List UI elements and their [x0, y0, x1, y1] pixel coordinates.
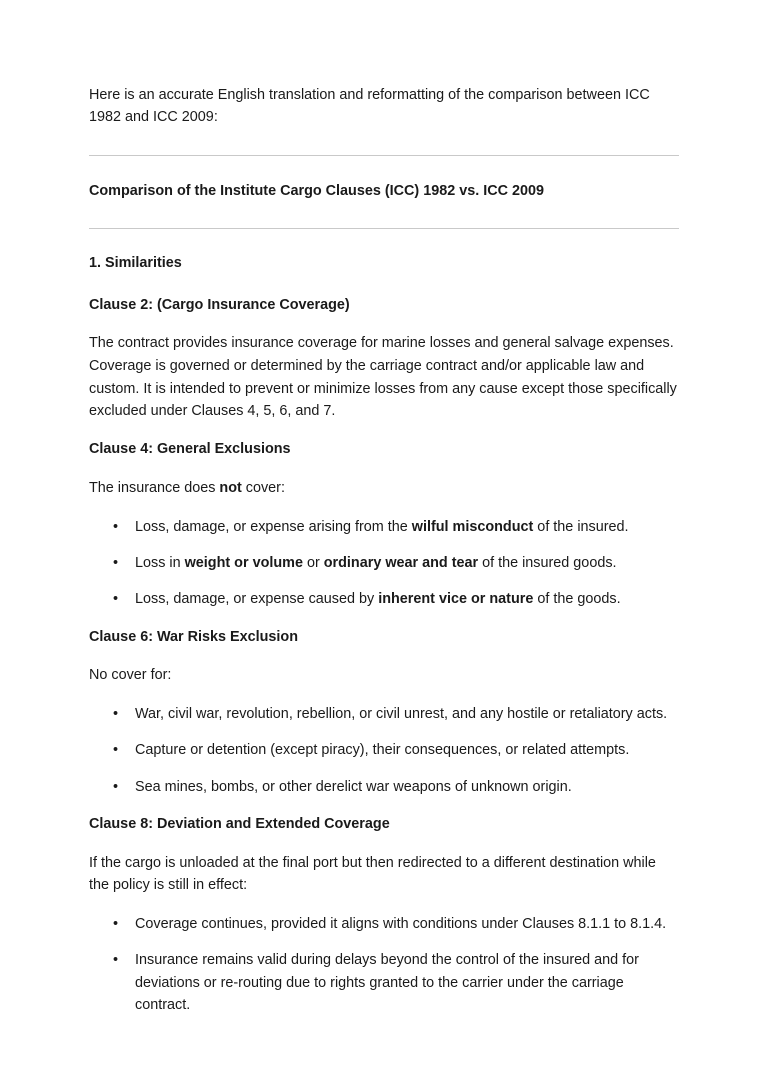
- list-item-text: Loss, damage, or expense caused by inherent vice or nature of the goods.: [135, 591, 621, 608]
- clause-paragraph-6: No cover for:: [89, 667, 172, 684]
- clause-paragraph-2: The contract provides insurance coverage for marine losses and general salvage expenses. Coverage is governed or determined by the carriage contract and/or applicable law and custom. It is intended to prevent or minimize losses from any cause except those specifically excluded under Clauses 4, 5, 6, and 7.: [89, 335, 677, 420]
- bullet-icon: •: [113, 952, 119, 969]
- clause-block-6: [89, 627, 679, 798]
- list-item-text: Loss, damage, or expense arising from the wilful misconduct of the insured.: [135, 518, 629, 535]
- clause-block-8: [89, 814, 679, 1016]
- bullet-icon: •: [113, 916, 119, 932]
- bullet-icon: •: [113, 591, 119, 608]
- list-item-text: Coverage continues, provided it aligns with conditions under Clauses 8.1.1 to 8.1.4.: [135, 916, 667, 932]
- divider-top: [89, 155, 679, 156]
- list-item: [113, 703, 679, 725]
- list-item: [113, 588, 679, 610]
- clause-paragraph-4: The insurance does not cover:: [89, 479, 285, 496]
- clause-heading-6: Clause 6: War Risks Exclusion: [89, 628, 299, 645]
- divider-bottom: [89, 228, 679, 229]
- list-item: [113, 516, 679, 538]
- clause-block-4: [89, 439, 679, 610]
- document-title: Comparison of the Institute Cargo Clauses (ICC) 1982 vs. ICC 2009: [89, 182, 545, 199]
- clause-paragraph-8: If the cargo is unloaded at the final port but then redirected to a different destination while the policy is still in effect:: [89, 854, 656, 894]
- clause-bullets-8: [89, 913, 679, 1016]
- clause-heading-4: Clause 4: General Exclusions: [89, 441, 291, 458]
- bullet-icon: •: [113, 778, 119, 795]
- clause-list: [89, 295, 679, 1017]
- bullet-icon: •: [113, 518, 119, 535]
- list-item-text: Sea mines, bombs, or other derelict war weapons of unknown origin.: [135, 778, 572, 795]
- clause-bullets-6: [89, 703, 679, 798]
- bullet-icon: •: [113, 554, 119, 571]
- list-item: [113, 913, 679, 935]
- list-item: [113, 552, 679, 574]
- bullet-icon: •: [113, 742, 119, 759]
- list-item-text: Capture or detention (except piracy), their consequences, or related attempts.: [135, 742, 630, 759]
- clause-block-2: [89, 295, 679, 424]
- clause-heading-8: Clause 8: Deviation and Extended Coverage: [89, 815, 390, 832]
- list-item-text: War, civil war, revolution, rebellion, or civil unrest, and any hostile or retaliatory acts.: [135, 705, 668, 722]
- intro-paragraph: Here is an accurate English translation and reformatting of the comparison between ICC 1982 and ICC 2009:: [89, 87, 650, 126]
- clause-heading-2: Clause 2: (Cargo Insurance Coverage): [89, 296, 350, 313]
- clause-bullets-4: [89, 516, 679, 611]
- bullet-icon: •: [113, 705, 119, 722]
- list-item: [113, 776, 679, 798]
- list-item-text: Loss in weight or volume or ordinary wear and tear of the insured goods.: [135, 554, 617, 571]
- list-item: [113, 739, 679, 761]
- section-heading-similarities: 1. Similarities: [89, 254, 182, 271]
- list-item-text: Insurance remains valid during delays beyond the control of the insured and for deviations or re-routing due to rights granted to the carrier under the carriage contract.: [135, 952, 639, 1013]
- list-item: [113, 949, 679, 1016]
